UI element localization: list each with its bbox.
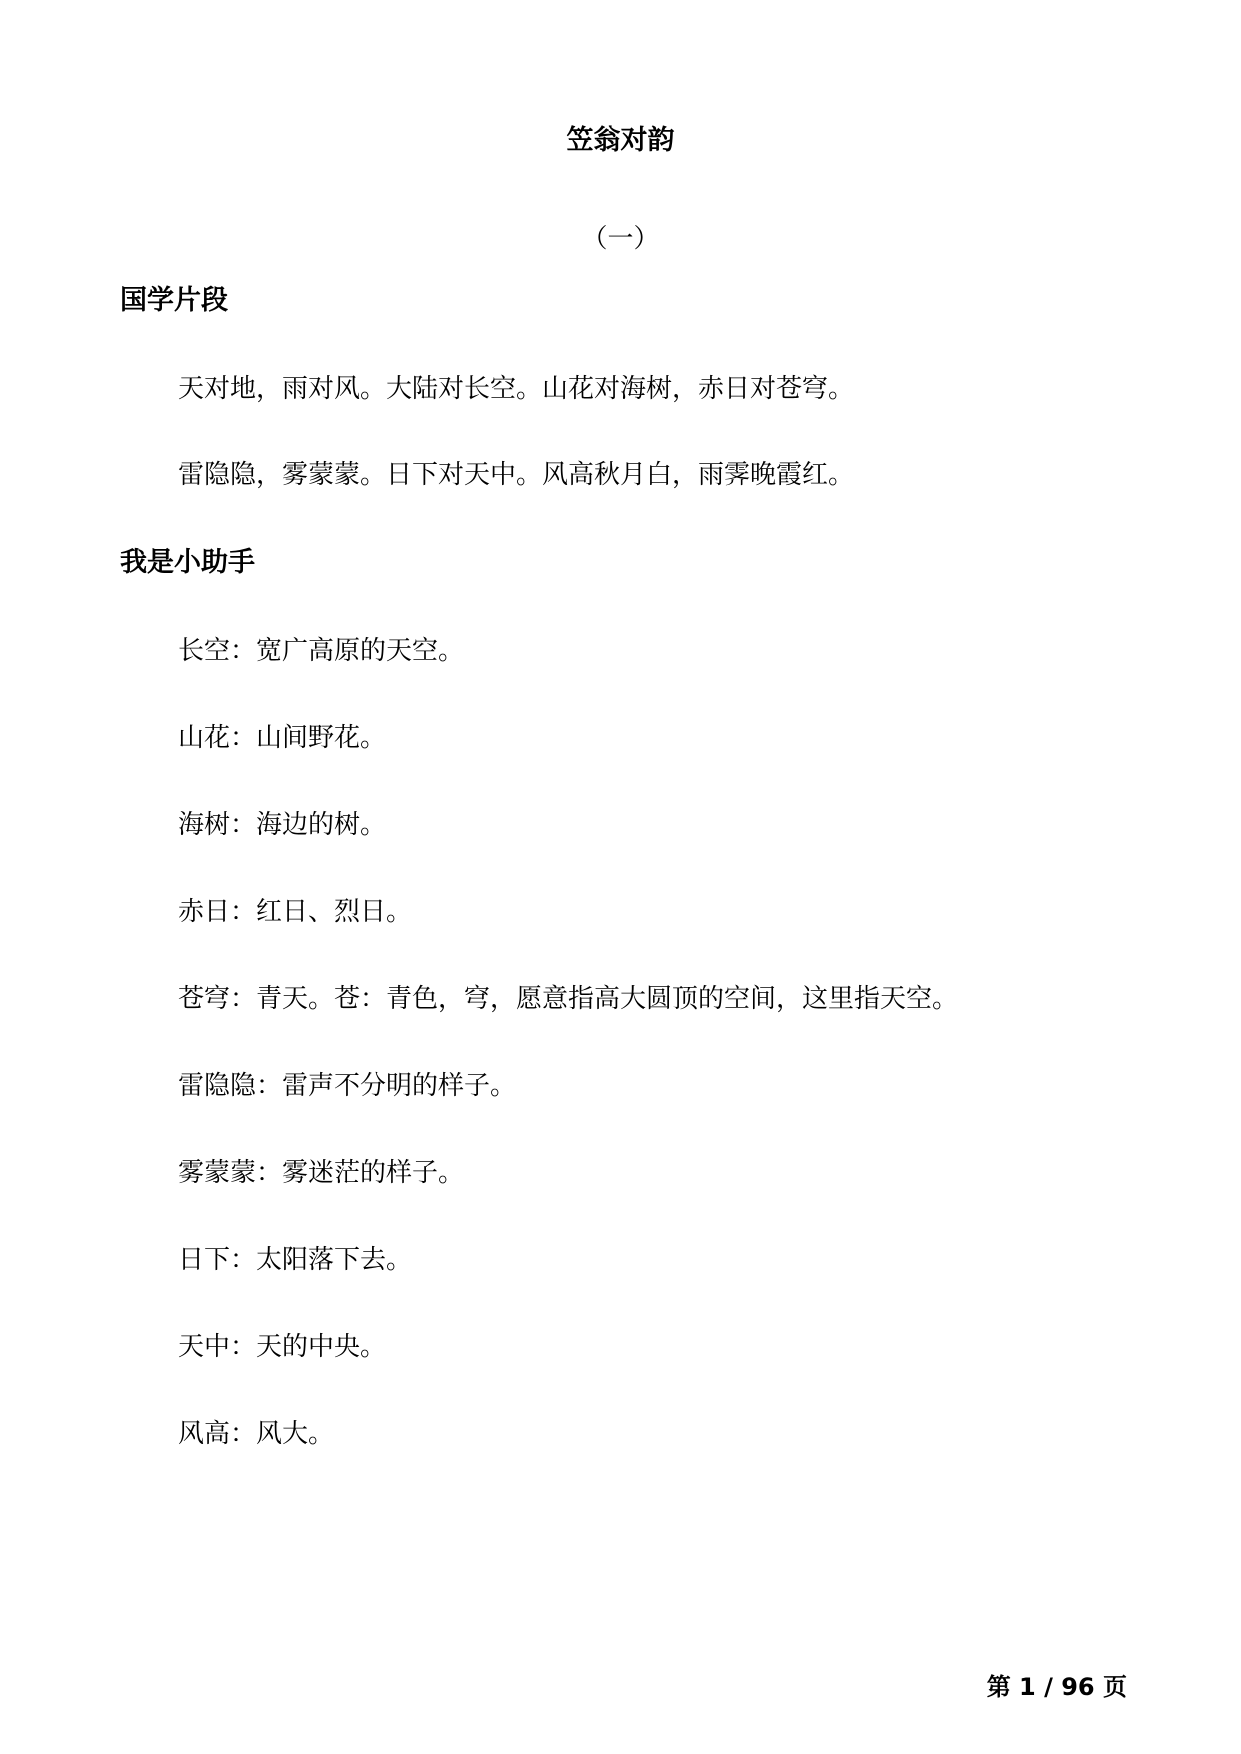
gloss-line: 赤日：红日、烈日。	[178, 897, 413, 927]
verse-line: 天对地，雨对风。大陆对长空。山花对海树，赤日对苍穹。	[178, 374, 855, 404]
section-heading-guoxue: 国学片段	[120, 285, 228, 316]
gloss-line: 天中：天的中央。	[178, 1332, 387, 1362]
section-heading-helper: 我是小助手	[120, 547, 255, 578]
gloss-line: 苍穹：青天。苍：青色，穹，愿意指高大圆顶的空间，这里指天空。	[178, 984, 959, 1014]
gloss-line: 日下：太阳落下去。	[178, 1245, 413, 1275]
gloss-line: 山花：山间野花。	[178, 723, 387, 753]
document-title: 笠翁对韵	[566, 125, 675, 156]
page-number: 第 1 / 96 页	[986, 1673, 1127, 1701]
gloss-line: 风高：风大。	[178, 1419, 335, 1449]
document-subtitle: （一）	[581, 224, 660, 254]
gloss-line: 海树：海边的树。	[178, 810, 387, 840]
verse-line: 雷隐隐，雾蒙蒙。日下对天中。风高秋月白，雨霁晚霞红。	[178, 460, 855, 490]
gloss-line: 雷隐隐：雷声不分明的样子。	[178, 1071, 517, 1101]
gloss-line: 长空：宽广高原的天空。	[178, 636, 465, 666]
gloss-line: 雾蒙蒙：雾迷茫的样子。	[178, 1158, 465, 1188]
